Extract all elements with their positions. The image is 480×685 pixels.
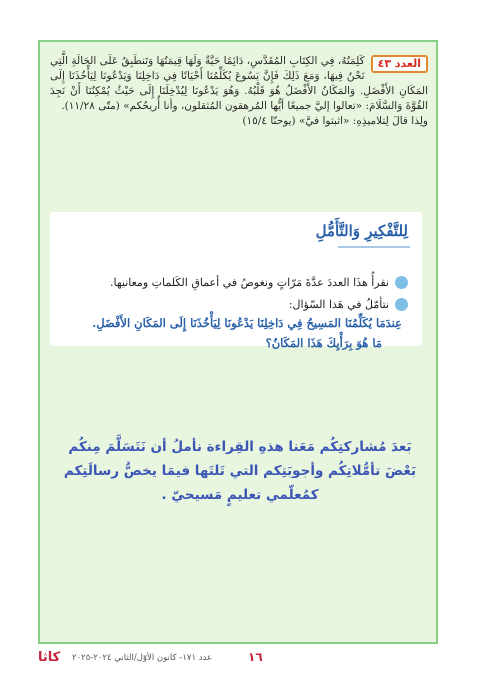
issue-info: عدد ١٧١- كانون الأوّل/الثاني ٢٠٢٤-٢٠٢٥ bbox=[72, 653, 213, 663]
title-underline bbox=[338, 246, 410, 248]
content-frame bbox=[38, 40, 438, 644]
page-number: ١٦ bbox=[248, 650, 263, 664]
reflection-title: لِلتَّفْكِيرِ وَالتَّأَمُّلِ bbox=[315, 222, 408, 240]
bullet-dot-icon bbox=[395, 298, 408, 311]
question-line-2: مَا هُوَ بِرَأْيِكَ هَذَا المَكَانُ؟ bbox=[265, 336, 382, 350]
verse-body: كَلِمَتُهُ، فِي الكِتَابِ المُقَدَّسِ، دَائِمًا حَيَّةٌ وَلَهَا قِيمَتُهَا وَتَنطَبِقُ عَلَى الحَالَةِ الَّتِي نَحْنُ فِيهَا، وَمَعَ ذَلِكَ فَإِنَّ يَسُوعَ يُكَلِّمُنَا أَحْيَانًا فِي دَاخِلِنَا وَيَدْعُونَا لِيَأْخُذَنَا إِلَى المَكَانِ الأَفْضَلِ. وَالمَكَانُ الأَفْضَلُ هُوَ قَلْبُهُ. وَهُوَ يَدْعُونَا لِيُدْخِلَنَا إِلَى حَيْثُ يُمْكِنُنَا أَنْ نَجِدَ القُوَّةَ وَالسَّلَامَ: «تعالوا إليَّ جميعًا أيُّها المُرهقون المُثقلون، وأنا أُريحُكم» (متّى ١١/٢٨). bbox=[50, 55, 428, 112]
closing-message bbox=[56, 435, 424, 507]
closing-line-3: كمُعلّمي تعليمٍ مَسيحيّ . bbox=[161, 487, 319, 503]
bullet-dot-icon bbox=[395, 276, 408, 289]
verse-last-line: ولِذا قالَ لِتلاميذِهِ: «اثبتوا فيَّ» (يوحنّا ١٥/٤) bbox=[242, 115, 428, 127]
bullet-text: نقرأُ هذَا العددَ عدَّةَ مَرّاتٍ ونغوصُ في أعماقِ الكَلماتِ ومعانيها. bbox=[109, 275, 389, 289]
bullet-text: نتأمّلُ في هَذا السّؤال: bbox=[288, 297, 389, 311]
reflection-bullet-2 bbox=[63, 296, 408, 312]
question-line-1: عِندَمَا يُكَلِّمُنَا المَسِيحُ فِي دَاخِلِنَا يَدْعُونَا لِيَأْخُذَنَا إِلَى المَكَانِ الأَفْضَلِ. bbox=[92, 316, 402, 330]
page-footer bbox=[38, 650, 438, 668]
verse-paragraph bbox=[50, 54, 428, 129]
closing-line-2: بَعْضَ تأمُّلاتِكُم وأجوبَتِكم التي تَلتَها فيمَا يخصُّ رسالَتِكم bbox=[63, 463, 417, 479]
reflection-box bbox=[50, 212, 422, 350]
verse-number-badge: العدد ٤٣ bbox=[371, 55, 428, 73]
magazine-logo: كاثا bbox=[38, 650, 61, 665]
closing-line-1: بَعدَ مُشاركتِكُم مَعَنا هذهِ القِراءة نأملُ أن نَتَسَلَّمَ مِنكُم bbox=[68, 439, 412, 455]
reflection-bullet-1 bbox=[63, 274, 408, 290]
